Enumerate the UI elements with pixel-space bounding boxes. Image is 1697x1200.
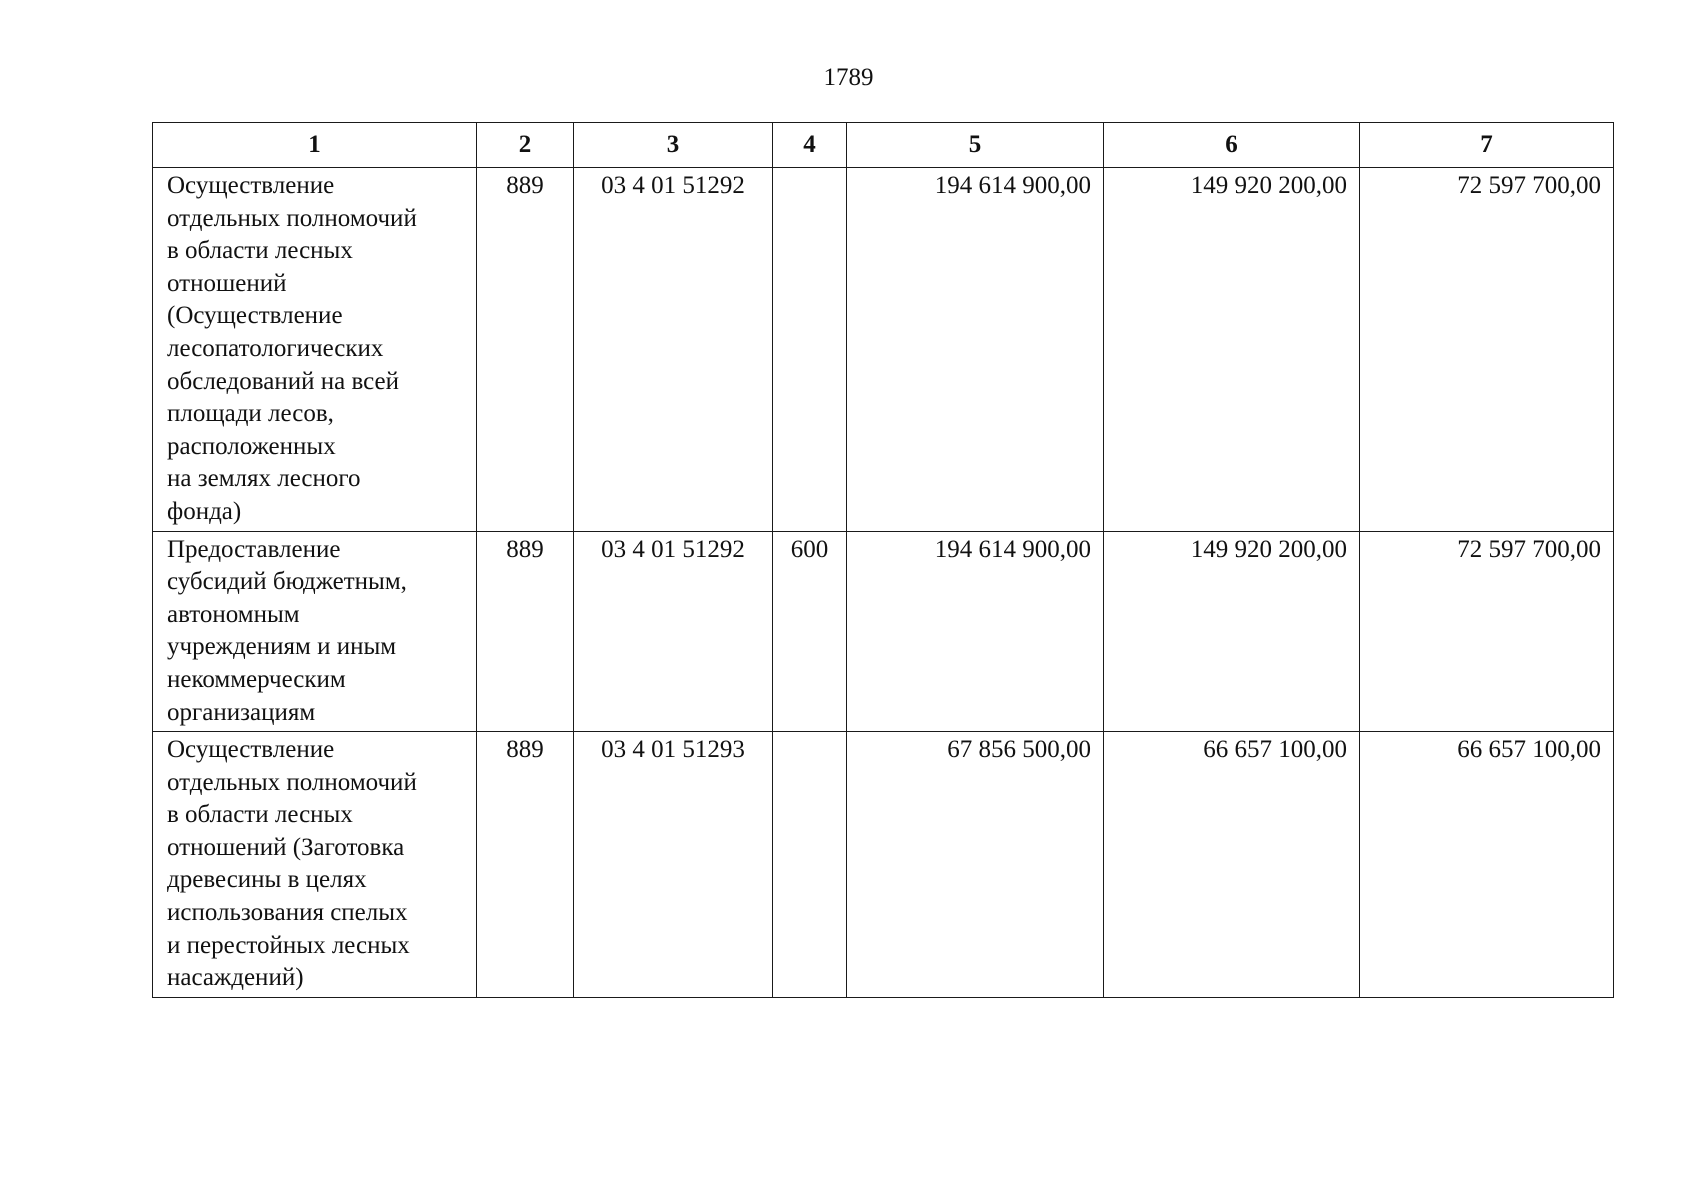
row-col4-cell xyxy=(773,732,847,998)
row-name-line: лесопатологических xyxy=(167,334,384,362)
budget-table xyxy=(152,122,1614,998)
row-col6-cell: 149 920 200,00 xyxy=(1104,168,1360,532)
row-col4-cell: 600 xyxy=(773,531,847,732)
column-header-1: 1 xyxy=(153,123,477,168)
row-col4-cell xyxy=(773,168,847,532)
row-name-cell xyxy=(153,531,477,732)
row-name-line: Осуществление xyxy=(167,172,335,199)
table-body xyxy=(153,168,1614,998)
row-name-line: отдельных полномочий xyxy=(167,768,417,796)
row-name-line: организациям xyxy=(167,698,316,726)
row-name-line: фонда) xyxy=(167,497,242,525)
column-header-6: 6 xyxy=(1104,123,1360,168)
row-col2-cell: 889 xyxy=(477,732,574,998)
table-row xyxy=(153,531,1614,732)
row-name-line: отношений (Заготовка xyxy=(167,833,405,861)
row-name-cell xyxy=(153,732,477,998)
row-col3-cell: 03 4 01 51292 xyxy=(574,531,773,732)
row-col2-cell: 889 xyxy=(477,531,574,732)
row-name-line: (Осуществление xyxy=(167,302,343,330)
column-header-7: 7 xyxy=(1360,123,1614,168)
row-col7-cell: 72 597 700,00 xyxy=(1360,531,1614,732)
row-col5-cell: 194 614 900,00 xyxy=(847,531,1104,732)
page-number-wrap xyxy=(0,64,1697,92)
table-row xyxy=(153,168,1614,532)
row-col5-cell: 67 856 500,00 xyxy=(847,732,1104,998)
table-row xyxy=(153,732,1614,998)
column-header-3: 3 xyxy=(574,123,773,168)
row-name-line: на землях лесного xyxy=(167,465,361,493)
row-name-line: в области лесных xyxy=(167,801,353,829)
row-col3-cell: 03 4 01 51292 xyxy=(574,168,773,532)
row-name-line: учреждениям и иным xyxy=(167,633,397,661)
row-name-line: обследований на всей xyxy=(167,367,399,395)
row-name-line: Предоставление xyxy=(167,535,341,563)
header-row xyxy=(153,123,1614,168)
row-name-line: отношений xyxy=(167,269,287,297)
row-col7-cell: 72 597 700,00 xyxy=(1360,168,1614,532)
column-header-4: 4 xyxy=(773,123,847,168)
row-name-line: в области лесных xyxy=(167,237,353,265)
row-col7-cell: 66 657 100,00 xyxy=(1360,732,1614,998)
row-col6-cell: 149 920 200,00 xyxy=(1104,531,1360,732)
row-name-line: использования спелых xyxy=(167,899,408,927)
row-col6-cell: 66 657 100,00 xyxy=(1104,732,1360,998)
row-name-line: и перестойных лесных xyxy=(167,931,410,959)
row-name-line: автономным xyxy=(167,600,300,628)
column-header-5: 5 xyxy=(847,123,1104,168)
row-col2-cell: 889 xyxy=(477,168,574,532)
row-name-line: площади лесов, xyxy=(167,400,334,428)
table-header xyxy=(153,123,1614,168)
row-col3-cell: 03 4 01 51293 xyxy=(574,732,773,998)
page-number: 1789 xyxy=(823,64,874,91)
row-name-cell xyxy=(153,168,477,532)
row-name-line: Осуществление xyxy=(167,736,335,764)
row-name-line: отдельных полномочий xyxy=(167,204,417,232)
column-header-2: 2 xyxy=(477,123,574,168)
row-name-line: субсидий бюджетным, xyxy=(167,568,407,596)
row-name-line: расположенных xyxy=(167,432,336,460)
row-col5-cell: 194 614 900,00 xyxy=(847,168,1104,532)
row-name-line: насаждений) xyxy=(167,964,304,992)
row-name-line: древесины в целях xyxy=(167,866,367,894)
row-name-line: некоммерческим xyxy=(167,665,346,693)
